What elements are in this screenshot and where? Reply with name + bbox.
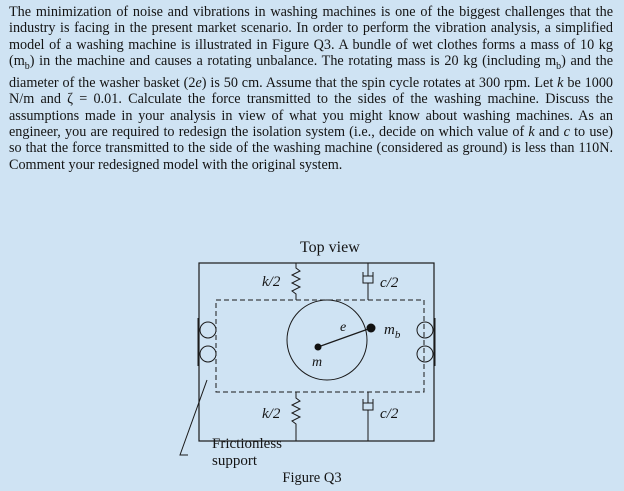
washer-basket: [287, 300, 367, 380]
support-label-line1: Frictionless: [212, 436, 282, 452]
unbalance-mass-subscript: b: [394, 329, 401, 341]
damper-bottom: [363, 392, 373, 441]
left-wheel-top: [200, 322, 216, 338]
basket-center: [315, 344, 322, 351]
problem-text-part: ) is 50 cm. Assume that the spin cycle rotates at 300 rpm. Let: [201, 75, 558, 92]
figure-caption: Figure Q3: [282, 470, 342, 486]
right-wheel-top: [417, 322, 433, 338]
damper-top-label: c/2: [380, 275, 399, 291]
eccentricity-label: e: [340, 320, 347, 335]
support-pointer: [180, 380, 207, 455]
subscript-b: b: [24, 60, 30, 72]
symbol-e: e: [195, 75, 202, 92]
outer-frame: [199, 263, 434, 441]
unbalance-mass-symbol: m: [384, 322, 395, 338]
problem-text-part: ) and the diameter of the washer basket (2: [9, 52, 613, 92]
symbol-c: c: [563, 123, 570, 140]
unbalance-mass-label: [384, 322, 401, 341]
damper-top: [363, 263, 373, 300]
problem-text-part: be 1000 N/m and ζ = 0.01. Calculate the force transmitted to the sides of the washing machine. Discuss the assumptions made in your analysis in view of what you might know about washing machines. As an engineer, you are required to redesign the isolation system (i.e., decide on which value of: [9, 75, 614, 140]
top-view-label: Top view: [300, 239, 360, 256]
symbol-k: k: [528, 123, 535, 140]
right-wheel-bottom: [417, 346, 433, 362]
basket-mass-label: m: [312, 355, 323, 370]
spring-bottom: [292, 392, 300, 441]
problem-text-part: ) in the machine and causes a rotating unbalance. The rotating mass is 20 kg (including m: [29, 52, 557, 69]
spring-top-label: k/2: [262, 274, 281, 290]
unbalance-mass: [367, 324, 376, 333]
damper-bottom-label: c/2: [380, 406, 399, 422]
problem-text-part: to use) so that the force transmitted to the side of the washing machine (considered as ground) is less than 110N. Comment your redesigned model with the original system.: [9, 123, 613, 173]
symbol-k: k: [557, 75, 564, 92]
left-wheel-bottom: [200, 346, 216, 362]
spring-bottom-label: k/2: [262, 406, 281, 422]
spring-top: [292, 263, 300, 300]
subscript-b: b: [556, 60, 562, 72]
support-label-line2: support: [212, 453, 257, 469]
problem-text-part: The minimization of noise and vibrations in washing machines is one of the biggest challenges that the industry is facing in the present market scenario. In order to perform the vibration analysis, a simplified model of a washing machine is illustrated in Figure Q3. A bundle of wet clothes forms a mass of 10 kg (m: [9, 4, 613, 69]
problem-text-part: and: [534, 123, 564, 140]
